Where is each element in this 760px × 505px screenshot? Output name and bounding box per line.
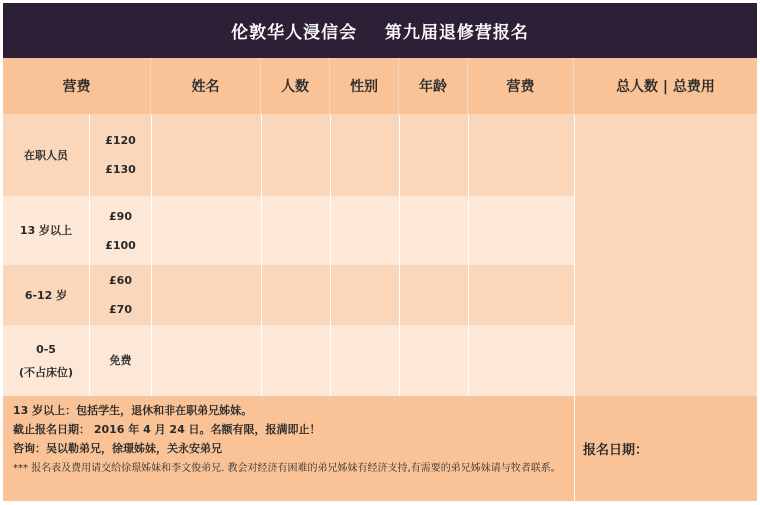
row-label-text: 6-12 岁 — [24, 288, 68, 302]
row-label-text: 在职人员 — [24, 148, 68, 162]
price-value: £100 — [105, 238, 136, 252]
row-label-6-12 — [3, 265, 89, 325]
gender-cell-column[interactable] — [330, 114, 399, 396]
price-value: £120 — [105, 134, 136, 147]
header-name: 姓名 — [151, 58, 261, 114]
fee-cell-column[interactable] — [468, 114, 574, 396]
header-count: 人数 — [261, 58, 330, 114]
header-gender: 性别 — [330, 58, 399, 114]
footer-line-age-note: 13 岁以上：包括学生，退休和非在职弟兄姊妹。 — [13, 404, 253, 417]
price-13plus — [89, 196, 151, 265]
signup-date-label: 报名日期： — [583, 443, 649, 458]
header-fee: 营费 — [468, 58, 574, 114]
total-cell[interactable] — [574, 114, 757, 396]
price-value: £130 — [105, 163, 136, 176]
price-0-5 — [89, 325, 151, 396]
row-label-0-5 — [3, 325, 89, 396]
header-age: 年龄 — [399, 58, 468, 114]
footer-notes — [3, 396, 574, 501]
footer-line-contact: 咨询：吴以勒弟兄，徐璟姊妹，关永安弟兄 — [13, 442, 222, 455]
row-label-text: 13 岁以上 — [19, 224, 73, 237]
row-label-text: 0-5 — [36, 342, 56, 356]
count-cell-column[interactable] — [261, 114, 330, 396]
age-cell-column[interactable] — [399, 114, 468, 396]
footer-line-deadline: 截止报名日期： 2016 年 4 月 24 日。名额有限，报满即止！ — [13, 423, 321, 436]
header-total: 总人数 | 总费用 — [574, 58, 757, 114]
registration-form — [3, 3, 757, 501]
row-label-employed — [3, 114, 89, 196]
price-6-12 — [89, 265, 151, 325]
header-fee-category: 营费 — [3, 58, 151, 114]
footer-note: *** 报名表及费用请交给徐璟姊妹和李文俊弟兄. 教会对经济有困难的弟兄姊妹有经济支持,有需要的弟兄姊妹请与牧者联系。 — [13, 463, 561, 474]
row-label-subtext: (不占床位) — [18, 365, 74, 379]
price-employed — [89, 114, 151, 196]
signup-date-field[interactable] — [574, 396, 757, 501]
price-value: £60 — [109, 274, 132, 287]
name-cell-column[interactable] — [151, 114, 261, 396]
price-value: £70 — [109, 303, 132, 316]
row-label-13plus — [3, 196, 89, 265]
form-title: 伦敦华人浸信会 第九届退修营报名 — [3, 3, 757, 58]
price-value: £90 — [109, 209, 132, 223]
price-value: 免费 — [109, 354, 132, 367]
